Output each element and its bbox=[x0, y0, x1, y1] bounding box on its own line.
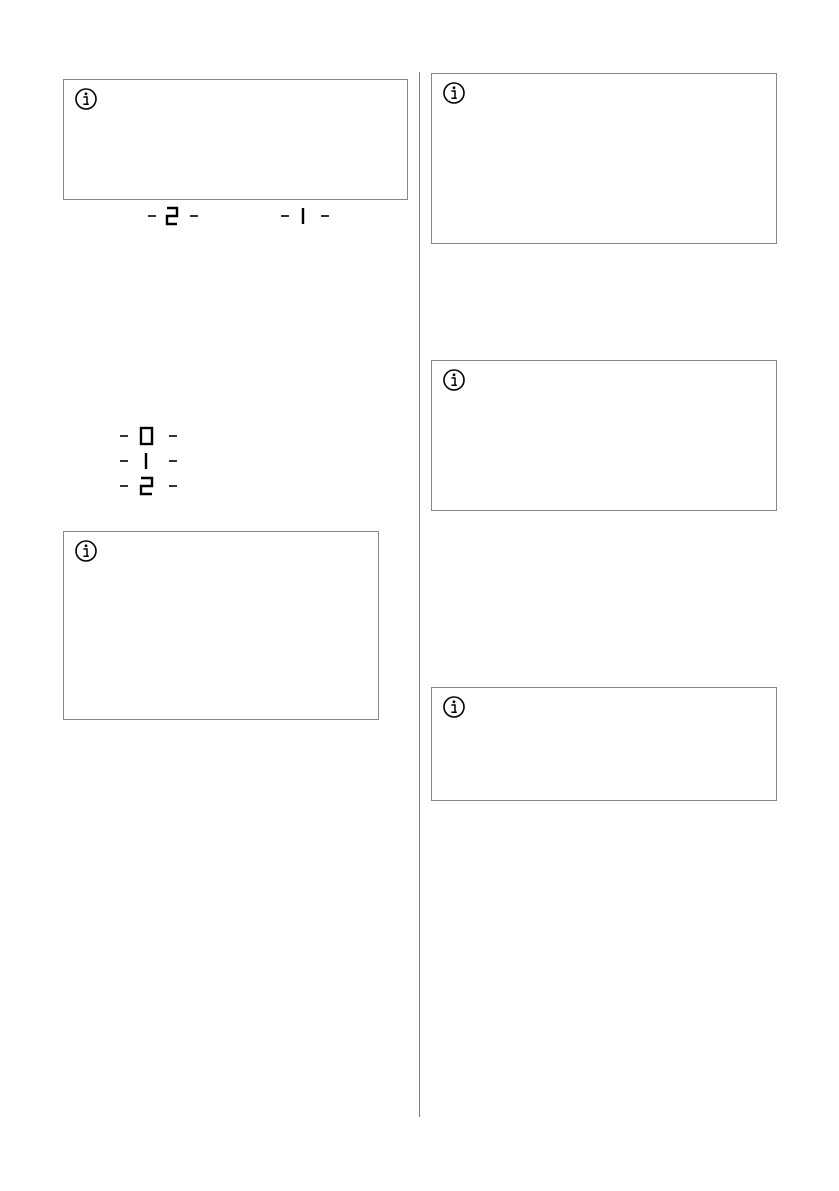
info-icon bbox=[74, 87, 98, 111]
segment-display-1 bbox=[279, 173, 335, 259]
info-box-right-3 bbox=[431, 687, 777, 801]
info-box-right-1 bbox=[431, 73, 777, 244]
info-icon bbox=[442, 695, 466, 719]
info-box-right-2 bbox=[431, 360, 777, 511]
info-box-left-1 bbox=[63, 79, 408, 200]
segment-display-2 bbox=[146, 173, 202, 259]
info-box-left-2 bbox=[63, 531, 379, 720]
column-divider bbox=[419, 72, 420, 1117]
level-display-2 bbox=[118, 443, 182, 513]
info-icon bbox=[74, 539, 98, 563]
info-icon bbox=[442, 81, 466, 105]
info-icon bbox=[442, 368, 466, 392]
